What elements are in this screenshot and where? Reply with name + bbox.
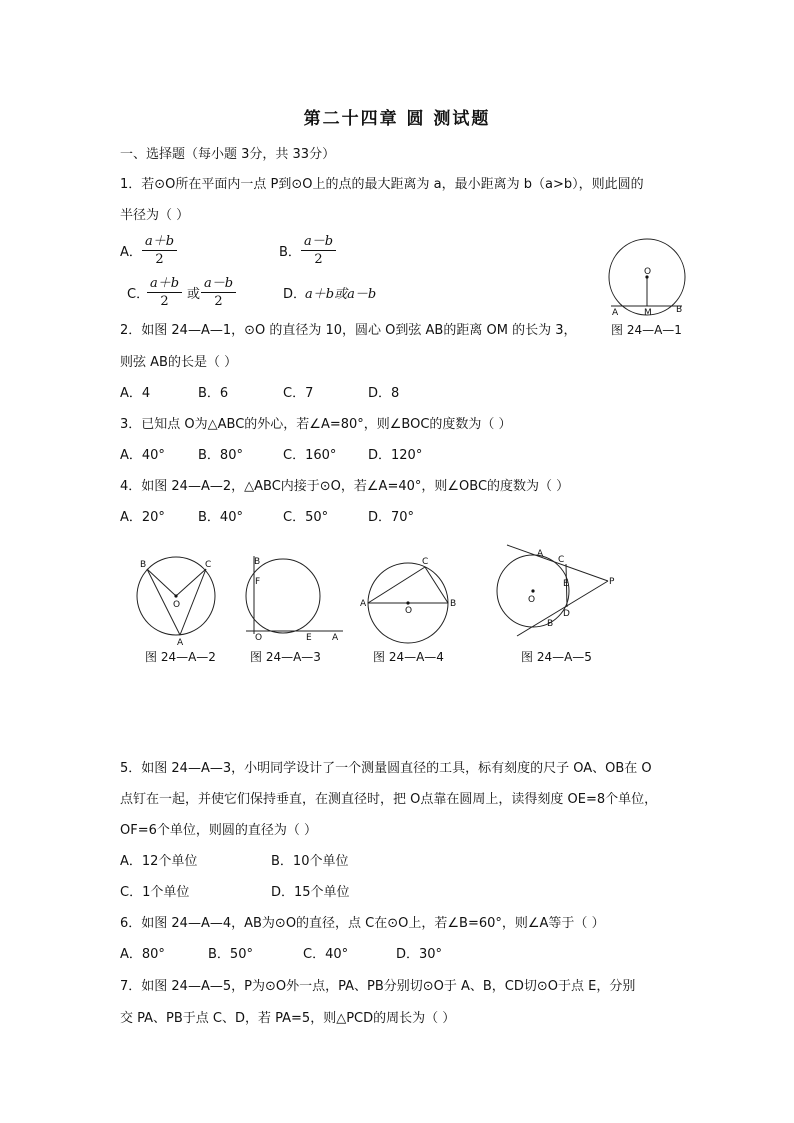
q2-text-line1: 2．如图 24—A—1，⊙O 的直径为 10，圆心 O到弦 AB的距离 OM 的长为 3， [120, 323, 577, 338]
q1-option-c-label: C． [127, 287, 150, 302]
q1-b-numerator: a－b [301, 233, 336, 251]
q6-text: 6．如图 24—A—4，AB为⊙O的直径，点 C在⊙O上，若∠B=60°，则∠A等于（ ） [120, 916, 605, 931]
q4-text: 4．如图 24—A—2，△ABC内接于⊙O，若∠A=40°，则∠OBC的度数为（ ） [120, 479, 570, 494]
fig2-label-c: C [205, 560, 212, 570]
q6-option-c: C．40° [303, 947, 349, 962]
q1-option-c-or: 或 [187, 287, 201, 302]
q5-text-line1: 5．如图 24—A—3，小明同学设计了一个测量圆直径的工具，标有刻度的尺子 OA、OB在 O [120, 761, 652, 776]
q1-a-denominator: 2 [155, 252, 164, 267]
fig5-caption: 图 24—A—5 [521, 650, 592, 664]
fig5-label-c: C [558, 555, 565, 565]
fig5-center-dot [531, 589, 534, 592]
fig3-caption: 图 24—A—3 [250, 650, 321, 664]
fig2-label-b: B [140, 560, 147, 570]
figure-24-a-4 [355, 552, 465, 647]
q5-option-b: B．10个单位 [271, 854, 349, 869]
q1-text-line2: 半径为（ ） [120, 208, 190, 223]
q1-text-line1: 1．若⊙O所在平面内一点 P到⊙O上的点的最大距离为 a，最小距离为 b（a>b），则此圆的 [120, 177, 644, 192]
fig2-caption: 图 24—A—2 [145, 650, 216, 664]
q2-option-c: C．7 [283, 386, 314, 401]
q6-option-a: A．80° [120, 947, 165, 962]
q3-option-b: B．80° [198, 448, 243, 463]
q2-option-d: D．8 [368, 386, 400, 401]
q2-option-a: A．4 [120, 386, 151, 401]
fig4-label-c: C [422, 557, 429, 567]
fig1-label-m: M [644, 308, 652, 318]
q4-option-b: B．40° [198, 510, 243, 525]
fig4-label-b: B [450, 599, 457, 609]
fig3-label-b: B [254, 557, 261, 567]
section-heading: 一、选择题（每小题 3分，共 33分） [120, 147, 336, 162]
q1-c-denominator1: 2 [160, 294, 169, 309]
q1-option-a-label: A． [120, 245, 142, 260]
fig4-caption: 图 24—A—4 [373, 650, 444, 664]
q1-option-d-text: a＋b或a－b [305, 287, 377, 302]
q4-option-c: C．50° [283, 510, 329, 525]
q1-option-c-fraction2 [201, 275, 236, 311]
q5-option-a: A．12个单位 [120, 854, 198, 869]
q1-c-numerator2: a－b [201, 275, 236, 293]
fig2-center-dot [174, 594, 177, 597]
q6-option-b: B．50° [208, 947, 253, 962]
q5-option-c: C．1个单位 [120, 885, 190, 900]
figure-24-a-1 [600, 242, 690, 322]
fig1-label-b: B [676, 305, 683, 315]
fig4-center-dot [406, 601, 409, 604]
q2-option-b: B．6 [198, 386, 229, 401]
fig5-label-d: D [563, 609, 570, 619]
q1-option-c-fraction1 [147, 275, 182, 311]
fig5-label-e: E [563, 579, 569, 589]
figure-24-a-3 [243, 552, 348, 647]
fig4-segment-ac [368, 567, 425, 603]
fig3-label-e: E [306, 633, 312, 643]
fig1-caption: 图 24—A—1 [611, 323, 682, 337]
q5-text-line3: OF=6个单位，则圆的直径为（ ） [120, 823, 318, 838]
q5-option-d: D．15个单位 [271, 885, 350, 900]
q3-text: 3．已知点 O为△ABC的外心，若∠A=80°，则∠BOC的度数为（ ） [120, 417, 512, 432]
fig3-label-o: O [255, 633, 263, 643]
q1-option-d-label: D． [283, 287, 307, 302]
fig4-label-a: A [360, 599, 367, 609]
fig3-circle [246, 559, 320, 633]
fig5-label-p: P [609, 577, 615, 587]
q1-option-a-fraction [142, 233, 177, 269]
q1-option-b-label: B． [279, 245, 301, 260]
fig4-segment-cb [425, 567, 448, 603]
fig2-label-o: O [173, 600, 181, 610]
q3-option-d: D．120° [368, 448, 423, 463]
page-title: 第二十四章 圆 测试题 [303, 109, 491, 129]
figure-24-a-5 [485, 540, 620, 645]
fig3-label-a: A [332, 633, 339, 643]
q5-text-line2: 点钉在一起，并使它们保持垂直，在测直径时，把 O点靠在圆周上，读得刻度 OE=8个单位， [120, 792, 658, 807]
q6-option-d: D．30° [396, 947, 443, 962]
q1-a-numerator: a＋b [142, 233, 177, 251]
q1-c-denominator2: 2 [214, 294, 223, 309]
fig2-segment-bo [147, 569, 176, 596]
q3-option-c: C．160° [283, 448, 337, 463]
fig5-label-b: B [547, 619, 554, 629]
fig1-label-o: O [644, 267, 652, 277]
q3-option-a: A．40° [120, 448, 165, 463]
q2-text-line2: 则弦 AB的长是（ ） [120, 355, 238, 370]
q1-c-numerator1: a＋b [147, 275, 182, 293]
fig5-label-o: O [528, 595, 536, 605]
q1-option-b-fraction [301, 233, 336, 269]
figure-24-a-2 [130, 552, 230, 647]
q7-text-line1: 7．如图 24—A—5，P为⊙O外一点，PA、PB分别切⊙O于 A、B，CD切⊙O于点 E，分别 [120, 979, 636, 994]
fig2-segment-co [176, 569, 206, 596]
q4-option-d: D．70° [368, 510, 415, 525]
q4-option-a: A．20° [120, 510, 165, 525]
fig4-label-o: O [405, 606, 413, 616]
fig1-label-a: A [612, 308, 619, 318]
q1-b-denominator: 2 [314, 252, 323, 267]
q7-text-line2: 交 PA、PB于点 C、D，若 PA=5，则△PCD的周长为（ ） [120, 1011, 456, 1026]
fig3-label-f: F [255, 577, 261, 587]
fig5-label-a: A [537, 549, 544, 559]
fig2-label-a: A [177, 638, 184, 648]
